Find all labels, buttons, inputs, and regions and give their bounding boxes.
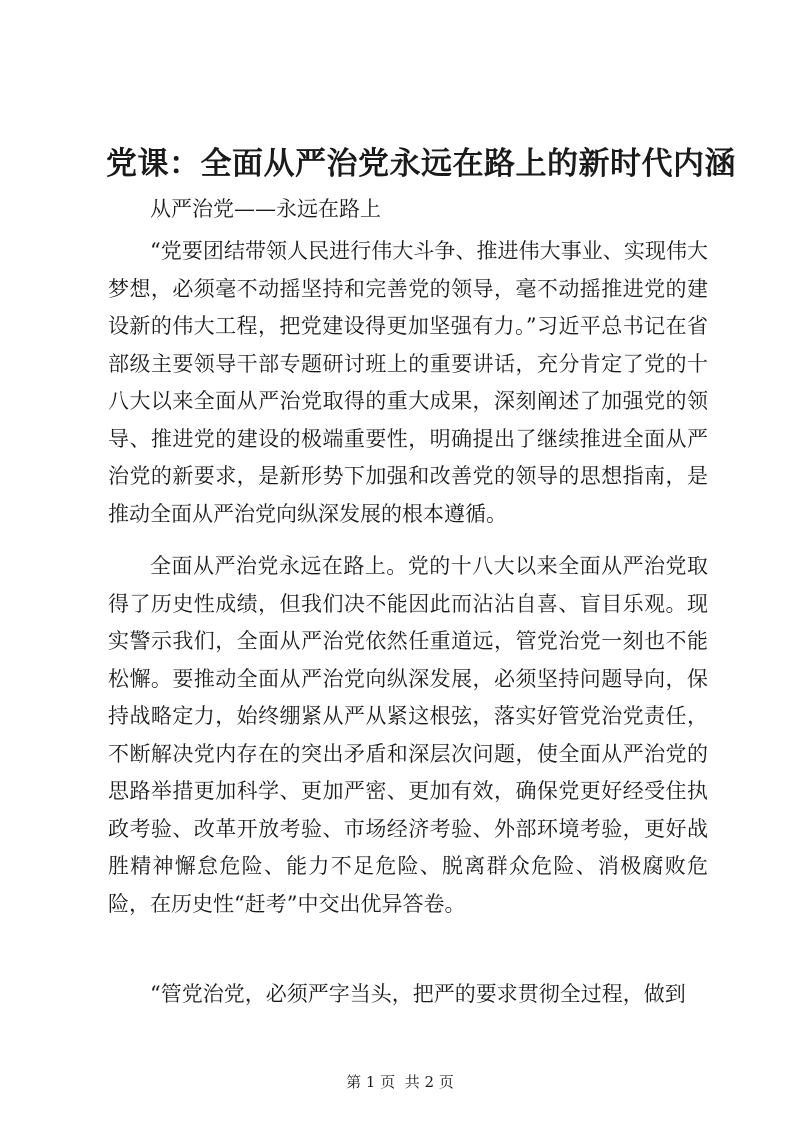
paragraph-3: “管党治党，必须严字当头，把严的要求贯彻全过程，做到 [150,982,686,1006]
page-number: 第 1 页 共 2 页 [346,1073,454,1091]
page-footer [0,1072,800,1092]
document-subtitle: 从严治党——永远在路上 [150,197,381,221]
paragraph-2: 全面从严治党永远在路上。党的十八大以来全面从严治党取得了历史性成绩，但我们决不能因此而沾沾自喜、盲目乐观。现实警示我们，全面从严治党依然任重道远，管党治党一刻也不能松懈。要推动全面从严治党向纵深发展，必须坚持问题导向，保持战略定力，始终绷紧从严从紧这根弦，落实好管党治党责任，不断解决党内存在的突出矛盾和深层次问题，使全面从严治党的思路举措更加科学、更加严密、更加有效，确保党更好经受住执政考验、改革开放考验、市场经济考验、外部环境考验，更好战胜精神懈怠危险、能力不足危险、脱离群众危险、消极腐败危险，在历史性“赶考”中交出优异答卷。 [108,554,708,916]
paragraph-1: “党要团结带领人民进行伟大斗争、推进伟大事业、实现伟大梦想，必须毫不动摇坚持和完善党的领导，毫不动摇推进党的建设新的伟大工程，把党建设得更加坚强有力。”习近平总书记在省部级主要领导干部专题研讨班上的重要讲话，充分肯定了党的十八大以来全面从严治党取得的重大成果，深刻阐述了加强党的领导、推进党的建设的极端重要性，明确提出了继续推进全面从严治党的新要求，是新形势下加强和改善党的领导的思想指南，是推动全面从严治党向纵深发展的根本遵循。 [108,239,708,526]
document-title: 党课：全面从严治党永远在路上的新时代内涵 [106,146,736,182]
